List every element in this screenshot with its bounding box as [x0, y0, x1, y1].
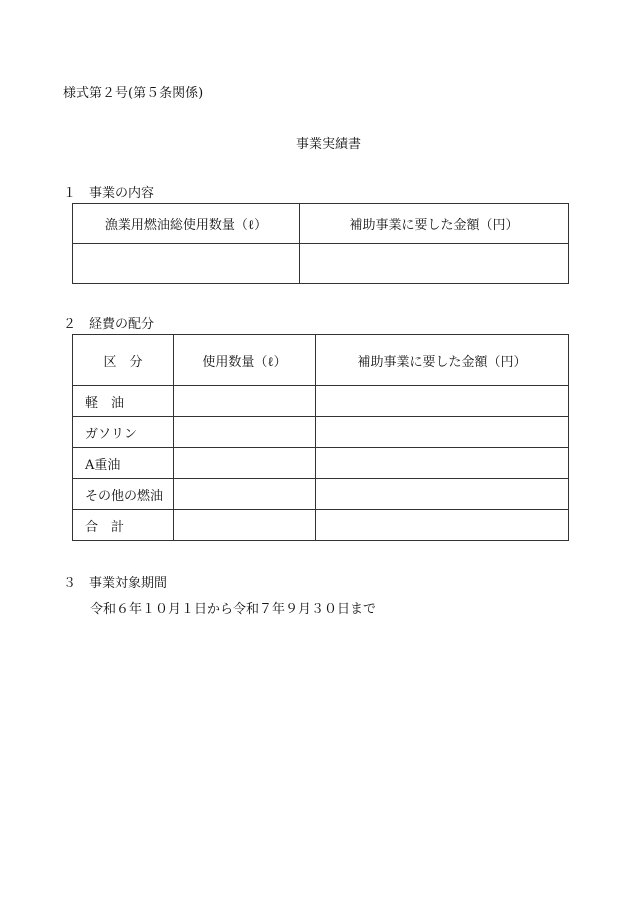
table-row — [73, 479, 569, 510]
fuel-quantity-cell[interactable] — [73, 244, 300, 284]
table-row — [73, 448, 569, 479]
amount-cell[interactable] — [316, 448, 569, 479]
header-quantity: 使用数量（ℓ） — [174, 335, 316, 386]
table-row — [73, 510, 569, 541]
quantity-cell[interactable] — [174, 510, 316, 541]
quantity-cell[interactable] — [174, 479, 316, 510]
section3-heading: ３ 事業対象期間 — [63, 576, 168, 591]
amount-cell[interactable] — [316, 479, 569, 510]
content-table-row — [73, 244, 569, 284]
amount-cell[interactable] — [316, 510, 569, 541]
quantity-cell[interactable] — [174, 448, 316, 479]
project-period: 令和６年１０月１日から令和７年９月３０日まで — [90, 602, 377, 617]
header-amount: 補助事業に要した金額（円） — [316, 335, 569, 386]
content-table — [72, 203, 569, 284]
section2-heading: ２ 経費の配分 — [63, 317, 155, 332]
header-category: 区 分 — [73, 335, 174, 386]
content-table-header-row — [73, 204, 569, 244]
expense-table — [72, 334, 569, 541]
subsidy-amount-cell[interactable] — [300, 244, 569, 284]
header-subsidy-amount: 補助事業に要した金額（円） — [300, 204, 569, 244]
row-label-gasoline: ガソリン — [73, 417, 174, 448]
row-label-total: 合 計 — [73, 510, 174, 541]
row-label-heavy-oil-a: A重油 — [73, 448, 174, 479]
header-fuel-quantity: 漁業用燃油総使用数量（ℓ） — [73, 204, 300, 244]
table-row — [73, 386, 569, 417]
table-row — [73, 417, 569, 448]
section1-heading: １ 事業の内容 — [63, 186, 155, 201]
amount-cell[interactable] — [316, 386, 569, 417]
row-label-other-fuel: その他の燃油 — [73, 479, 174, 510]
quantity-cell[interactable] — [174, 386, 316, 417]
form-number: 様式第２号(第５条関係) — [63, 86, 204, 101]
document-title: 事業実績書 — [296, 137, 362, 152]
quantity-cell[interactable] — [174, 417, 316, 448]
expense-table-header-row — [73, 335, 569, 386]
amount-cell[interactable] — [316, 417, 569, 448]
row-label-diesel: 軽 油 — [73, 386, 174, 417]
